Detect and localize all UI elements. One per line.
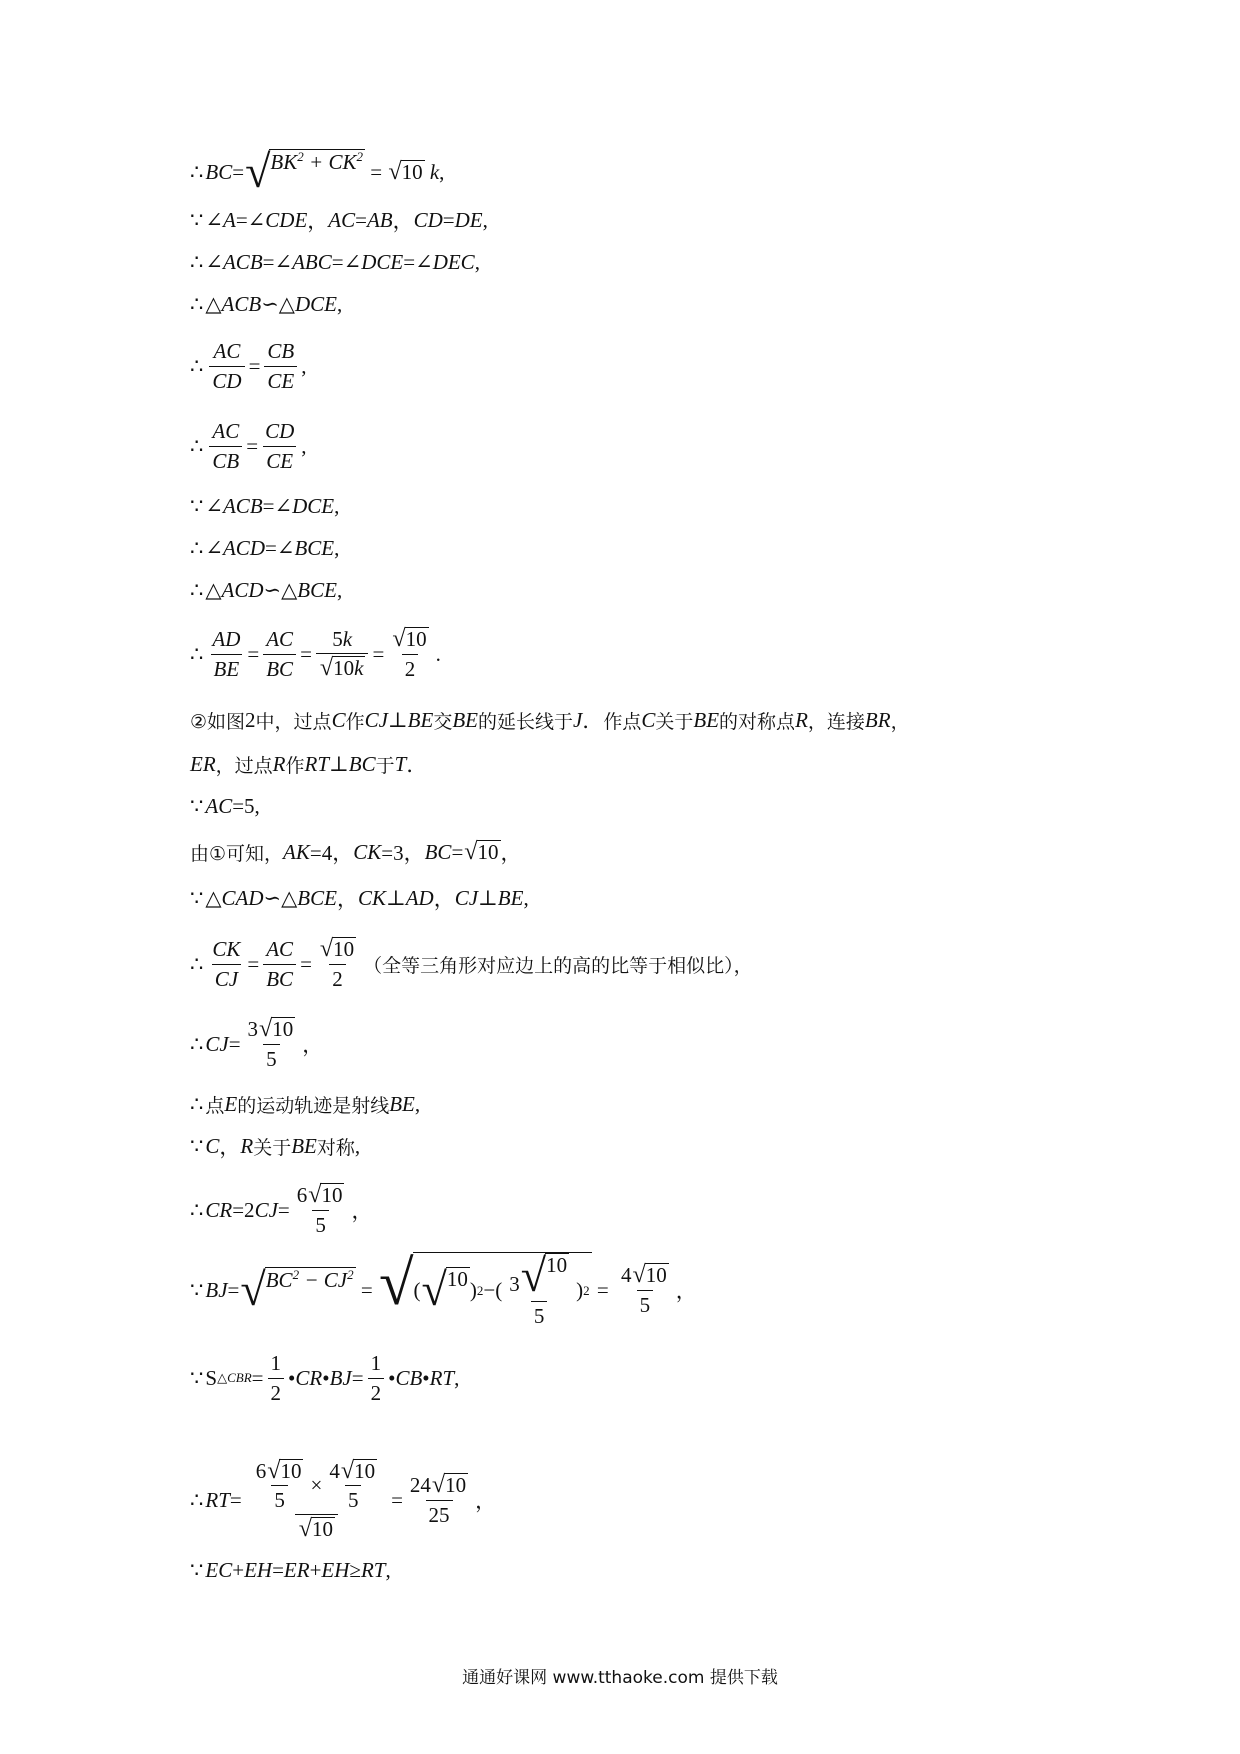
line-19: ∵ C ， R 关于 BE 对称 ,	[190, 1133, 361, 1159]
line-12: ER ，过点 R 作 RT ⊥ BC 于 T ．	[190, 751, 428, 777]
line-22: ∵ S △CBR = $\frac{1}{2}$ • CR • BJ = $\frac{1}{2}$ • CB • RT ,	[190, 1351, 460, 1405]
line-5: ∴ $\frac{AC}{CD}$ = $\frac{CB}{CE}$ ,	[190, 339, 307, 393]
line-18: ∴ 点 E 的运动轨迹是射线 BE ,	[190, 1091, 421, 1117]
line-14: 由①可知， AK =4， CK =3， BC = √ 10 ，	[190, 837, 522, 865]
line-10: ∴ $\frac{AD}{BE}$ = $\frac{AC}{BC}$ = 5k √ 10k = √ 10 2 .	[190, 625, 441, 682]
line-24: ∵ EC + EH = ER + EH ≥ RT ,	[190, 1557, 391, 1582]
line-9: ∴ △ ACD ∽△ BCE ,	[190, 577, 343, 602]
line-11: ②如图 2 中，过点 C 作 CJ ⊥ BE 交 BE 的延长线于 J ． 作点 C 关于 BE 的对称点 R ，连接 BR ，	[190, 707, 910, 733]
line-13: ∵ AC =5,	[190, 793, 260, 818]
line-2: ∵ ∠ A =∠ CDE ， AC = AB ， CD = DE ,	[190, 207, 488, 233]
line-23: ∴ RT = 6 √ 10 5 × 4 √ 10 5 √ 10 = 24 √ 10 25 ，	[190, 1456, 497, 1543]
line-8: ∴ ∠ ACD =∠ BCE ,	[190, 535, 340, 560]
line-3: ∴ ∠ ACB =∠ ABC =∠ DCE =∠ DEC ,	[190, 249, 480, 274]
line-20: ∴ CR =2 CJ = 6 √ 10 5 ，	[190, 1181, 373, 1237]
line-6: ∴ $\frac{AC}{CB}$ = $\frac{CD}{CE}$ ,	[190, 419, 307, 473]
line-15: ∵ △ CAD ∽△ BCE ， CK ⊥ AD ， CJ ⊥ BE ,	[190, 885, 529, 911]
line-17: ∴ CJ = 3 √ 10 5 ，	[190, 1015, 324, 1071]
line-1: ∴ BC = √ $BK^2 + CK^2$ = √ 10 k ,	[190, 145, 445, 197]
line-16: ∴ $\frac{CK}{CJ}$ = $\frac{AC}{BC}$ = √ 10 2 （全等三角形对应边上的高的比等于相似比），	[190, 935, 753, 991]
line-21: ∵ BJ = √ $BC^2 - CJ^2$ = √ ( √ 10 ) 2 −( 3 √ 10 5 ) 2 = 4 √ 10 5 ，	[190, 1247, 697, 1329]
page-footer: 通通好课网 www.tthaoke.com 提供下载	[462, 1668, 778, 1688]
line-7: ∵ ∠ ACB =∠ DCE ,	[190, 493, 340, 518]
line-4: ∴ △ ACB ∽△ DCE ,	[190, 291, 343, 316]
